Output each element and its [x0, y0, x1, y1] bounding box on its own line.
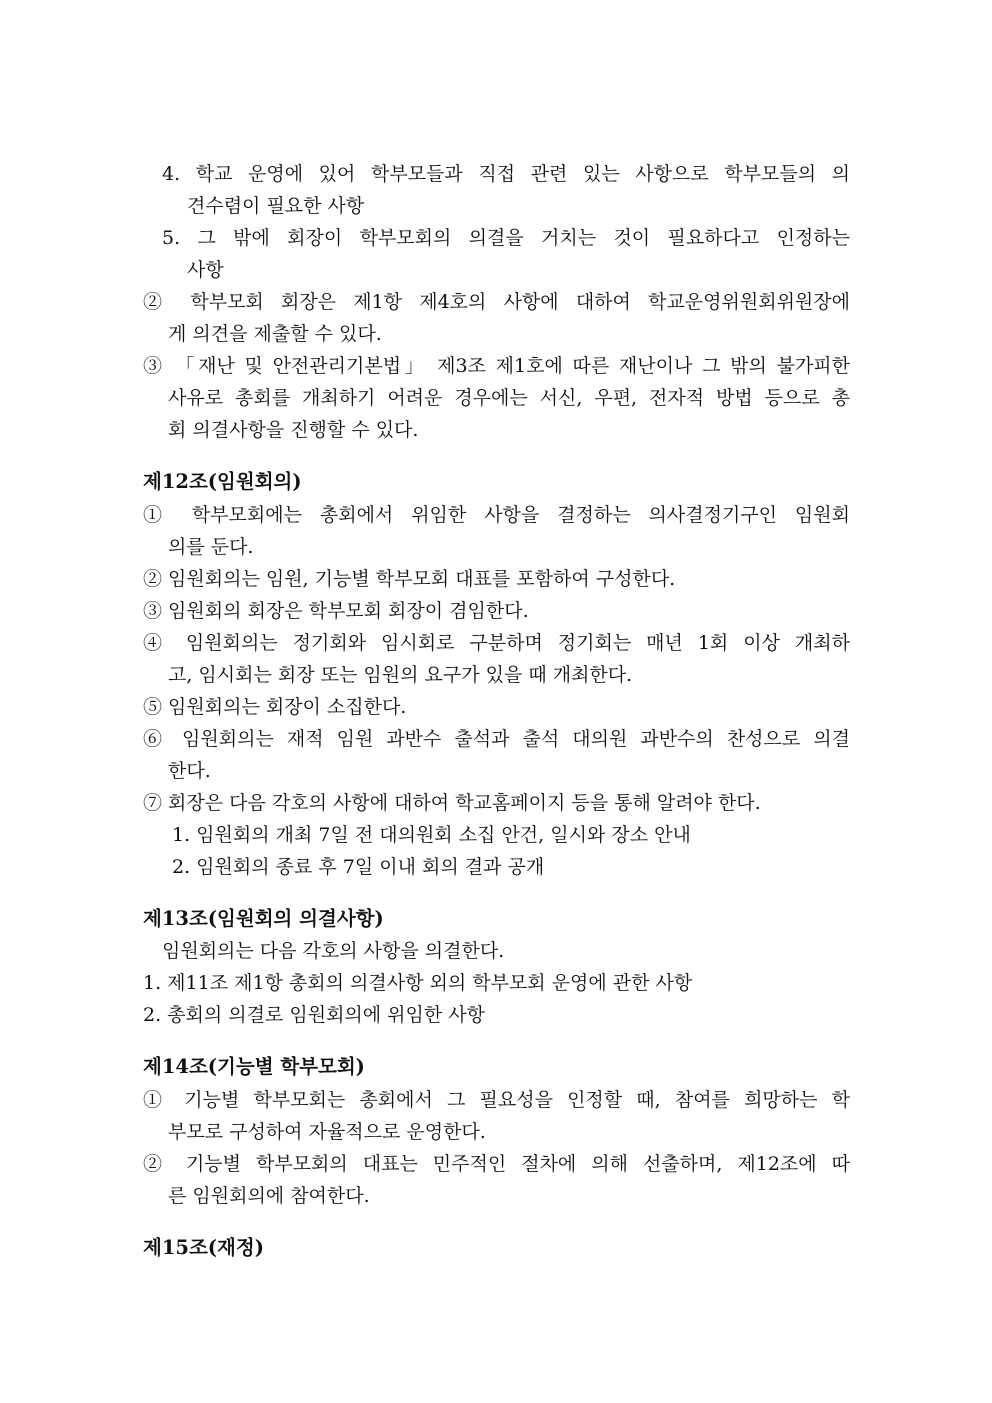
art14-clause-2-line-2: 른 임원회의에 참여한다. — [168, 1185, 370, 1207]
art12-clause-4-line-2: 고, 임시회는 회장 또는 임원의 요구가 있을 때 개최한다. — [168, 664, 633, 686]
art12-clause-1-line-1: ① 학부모회에는 총회에서 위임한 사항을 결정하는 의사결정기구인 임원회 — [143, 504, 850, 526]
art12-clause-1-line-2: 의를 둔다. — [168, 536, 254, 558]
article-14-heading: 제14조(기능별 학부모회) — [143, 1055, 365, 1078]
item-4-line-2: 견수렴이 필요한 사항 — [187, 195, 365, 217]
art12-sub-item-1: 1. 임원회의 개최 7일 전 대의원회 소집 안건, 일시와 장소 안내 — [172, 824, 691, 846]
item-5-line-2: 사항 — [187, 259, 224, 281]
art13-item-2: 2. 총회의 의결로 임원회의에 위임한 사항 — [143, 1004, 485, 1026]
art14-clause-2-line-1: ② 기능별 학부모회의 대표는 민주적인 절차에 의해 선출하며, 제12조에 따 — [143, 1153, 850, 1175]
art12-sub-item-2: 2. 임원회의 종료 후 7일 이내 회의 결과 공개 — [172, 856, 545, 878]
clause-3-line-1: ③ 「재난 및 안전관리기본법」 제3조 제1호에 따른 재난이나 그 밖의 불가피한 — [143, 355, 850, 377]
art12-clause-2: ② 임원회의는 임원, 기능별 학부모회 대표를 포함하여 구성한다. — [143, 568, 676, 590]
art12-clause-3: ③ 임원회의 회장은 학부모회 회장이 겸임한다. — [143, 600, 529, 622]
art12-clause-7: ⑦ 회장은 다음 각호의 사항에 대하여 학교홈페이지 등을 통해 알려야 한다. — [143, 792, 761, 814]
art14-clause-1-line-1: ① 기능별 학부모회는 총회에서 그 필요성을 인정할 때, 참여를 희망하는 학 — [143, 1089, 850, 1111]
art14-clause-1-line-2: 부모로 구성하여 자율적으로 운영한다. — [168, 1121, 486, 1143]
art12-clause-4-line-1: ④ 임원회의는 정기회와 임시회로 구분하며 정기회는 매년 1회 이상 개최하 — [143, 632, 850, 654]
clause-3-line-3: 회 의결사항을 진행할 수 있다. — [168, 419, 419, 441]
clause-2-line-1: ② 학부모회 회장은 제1항 제4호의 사항에 대하여 학교운영위원회위원장에 — [143, 291, 850, 313]
art12-clause-6-line-2: 한다. — [168, 760, 211, 782]
article-13-heading: 제13조(임원회의 의결사항) — [143, 907, 384, 930]
article-12-heading: 제12조(임원회의) — [143, 470, 302, 493]
clause-2-line-2: 게 의견을 제출할 수 있다. — [168, 323, 382, 345]
item-4-line-1: 4. 학교 운영에 있어 학부모들과 직접 관련 있는 사항으로 학부모들의 의 — [162, 163, 850, 185]
art13-intro: 임원회의는 다음 각호의 사항을 의결한다. — [162, 940, 505, 962]
clause-3-line-2: 사유로 총회를 개최하기 어려운 경우에는 서신, 우편, 전자적 방법 등으로 총 — [168, 387, 850, 409]
item-5-line-1: 5. 그 밖에 회장이 학부모회의 의결을 거치는 것이 필요하다고 인정하는 — [162, 227, 850, 249]
art13-item-1: 1. 제11조 제1항 총회의 의결사항 외의 학부모회 운영에 관한 사항 — [143, 972, 693, 994]
art12-clause-6-line-1: ⑥ 임원회의는 재적 임원 과반수 출석과 출석 대의원 과반수의 찬성으로 의결 — [143, 728, 850, 750]
article-15-heading: 제15조(재정) — [143, 1236, 264, 1259]
art12-clause-5: ⑤ 임원회의는 회장이 소집한다. — [143, 696, 407, 718]
